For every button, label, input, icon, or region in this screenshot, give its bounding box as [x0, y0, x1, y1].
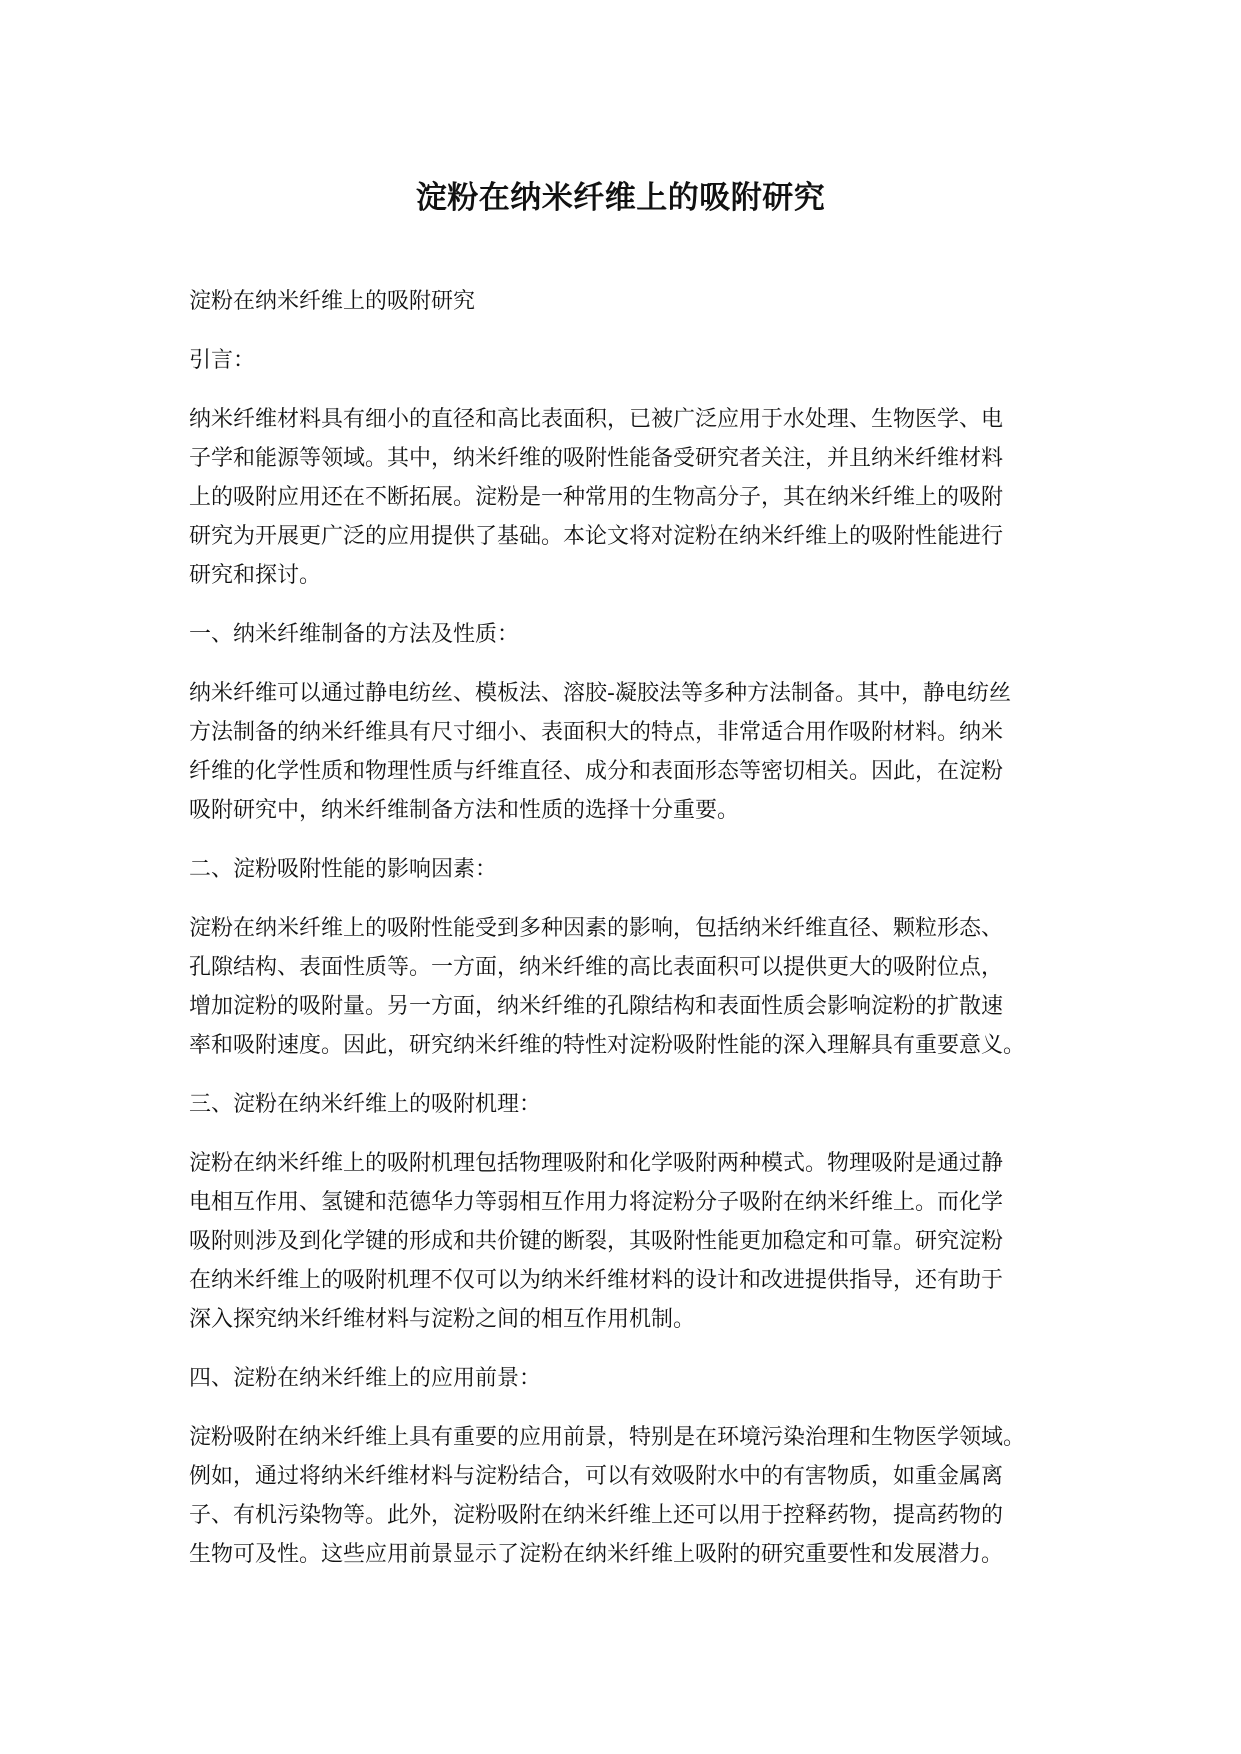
- paragraph-line: 淀粉在纳米纤维上的吸附性能受到多种因素的影响，包括纳米纤维直径、颗粒形态、: [189, 916, 1004, 941]
- paragraph-line: 研究为开展更广泛的应用提供了基础。本论文将对淀粉在纳米纤维上的吸附性能进行: [189, 524, 1004, 549]
- paragraph-line: 子学和能源等领域。其中，纳米纤维的吸附性能备受研究者关注，并且纳米纤维材料: [189, 446, 1004, 471]
- document-subtitle: 淀粉在纳米纤维上的吸附研究: [189, 289, 476, 314]
- document-body: [189, 282, 1071, 1594]
- paragraph-line: 例如，通过将纳米纤维材料与淀粉结合，可以有效吸附水中的有害物质，如重金属离: [189, 1464, 1004, 1489]
- paragraph-line: 子、有机污染物等。此外，淀粉吸附在纳米纤维上还可以用于控释药物，提高药物的: [189, 1503, 1004, 1528]
- paragraph-line: 电相互作用、氢键和范德华力等弱相互作用力将淀粉分子吸附在纳米纤维上。而化学: [189, 1190, 1004, 1215]
- paragraph-line: 生物可及性。这些应用前景显示了淀粉在纳米纤维上吸附的研究重要性和发展潜力。: [189, 1542, 1004, 1567]
- intro-heading: 引言：: [189, 348, 256, 373]
- section-heading-2: 二、淀粉吸附性能的影响因素：: [189, 857, 498, 882]
- paragraph-line: 纤维的化学性质和物理性质与纤维直径、成分和表面形态等密切相关。因此，在淀粉: [189, 759, 1004, 784]
- paragraph-line: 研究和探讨。: [189, 563, 322, 588]
- paragraph-line: 淀粉在纳米纤维上的吸附机理包括物理吸附和化学吸附两种模式。物理吸附是通过静: [189, 1151, 1004, 1176]
- paragraph-line: 纳米纤维可以通过静电纺丝、模板法、溶胶-凝胶法等多种方法制备。其中，静电纺丝: [189, 681, 1011, 706]
- section-paragraph-4: [189, 1418, 1071, 1574]
- paragraph-line: 吸附则涉及到化学键的形成和共价键的断裂，其吸附性能更加稳定和可靠。研究淀粉: [189, 1229, 1004, 1254]
- document-title: 淀粉在纳米纤维上的吸附研究: [415, 180, 826, 216]
- section-heading-3: 三、淀粉在纳米纤维上的吸附机理：: [189, 1092, 542, 1117]
- section-paragraph-3: [189, 1144, 1071, 1339]
- paragraph-line: 上的吸附应用还在不断拓展。淀粉是一种常用的生物高分子，其在纳米纤维上的吸附: [189, 485, 1004, 510]
- paragraph-line: 淀粉吸附在纳米纤维上具有重要的应用前景，特别是在环境污染治理和生物医学领域。: [189, 1425, 1026, 1450]
- paragraph-line: 率和吸附速度。因此，研究纳米纤维的特性对淀粉吸附性能的深入理解具有重要意义。: [189, 1033, 1026, 1058]
- intro-paragraph: [189, 400, 1071, 595]
- section-heading-1: 一、纳米纤维制备的方法及性质：: [189, 622, 520, 647]
- section-heading-4: 四、淀粉在纳米纤维上的应用前景：: [189, 1366, 542, 1391]
- section-paragraph-1: [189, 674, 1071, 830]
- paragraph-line: 纳米纤维材料具有细小的直径和高比表面积，已被广泛应用于水处理、生物医学、电: [189, 407, 1004, 432]
- paragraph-line: 孔隙结构、表面性质等。一方面，纳米纤维的高比表面积可以提供更大的吸附位点，: [189, 955, 1004, 980]
- paragraph-line: 增加淀粉的吸附量。另一方面，纳米纤维的孔隙结构和表面性质会影响淀粉的扩散速: [189, 994, 1004, 1019]
- paragraph-line: 吸附研究中，纳米纤维制备方法和性质的选择十分重要。: [189, 798, 740, 823]
- paragraph-line: 在纳米纤维上的吸附机理不仅可以为纳米纤维材料的设计和改进提供指导，还有助于: [189, 1268, 1004, 1293]
- paragraph-line: 方法制备的纳米纤维具有尺寸细小、表面积大的特点，非常适合用作吸附材料。纳米: [189, 720, 1004, 745]
- paragraph-line: 深入探究纳米纤维材料与淀粉之间的相互作用机制。: [189, 1307, 696, 1332]
- section-paragraph-2: [189, 909, 1071, 1065]
